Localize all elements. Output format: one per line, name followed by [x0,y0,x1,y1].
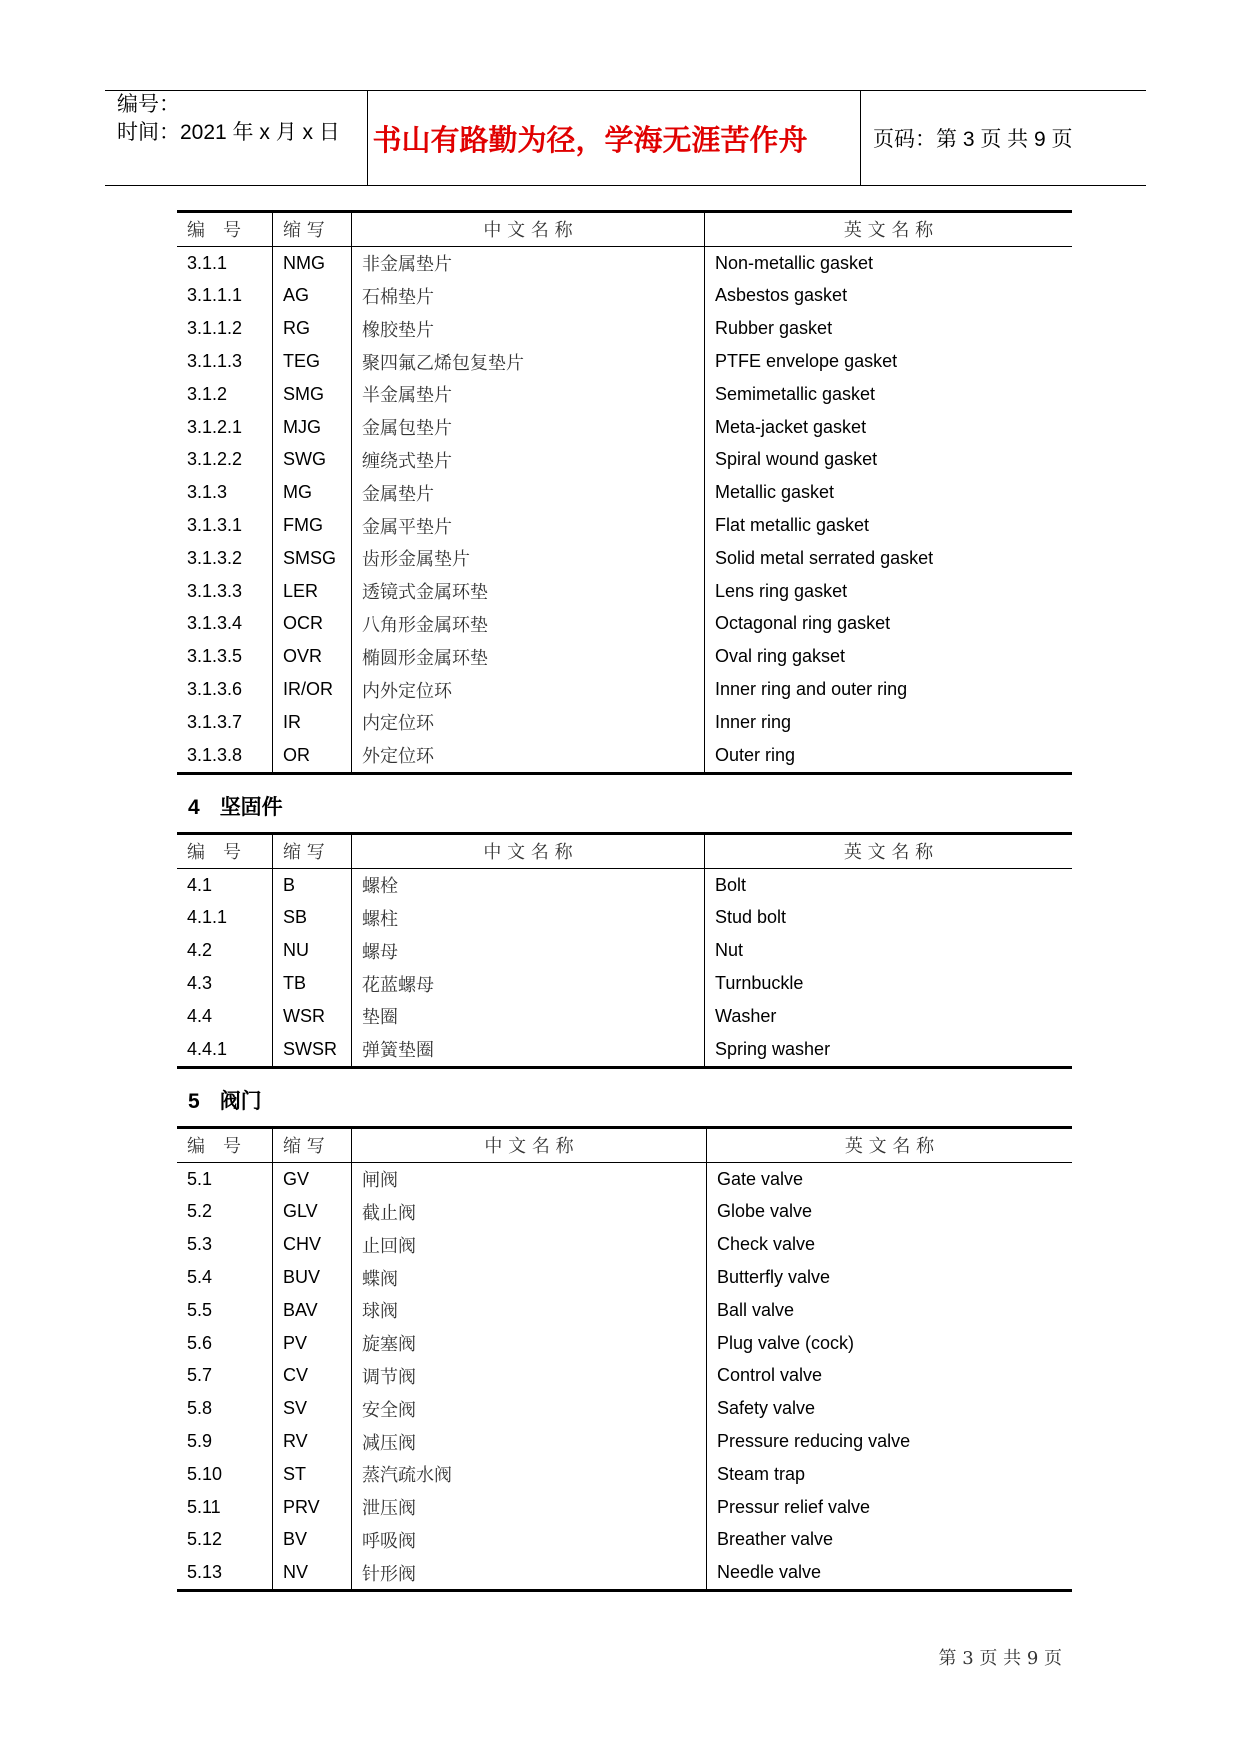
term-chinese: 橡胶垫片 [352,312,705,345]
term-number: 3.1.3.6 [177,673,273,706]
time-label: 时间：2021 年 x 月 x 日 [117,121,340,144]
term-chinese: 齿形金属垫片 [352,542,705,575]
term-english: Plug valve (cock) [717,1332,855,1353]
table-row [177,868,1072,901]
term-abbr: SWG [273,444,352,477]
section-number: 5 [188,1090,200,1113]
header-meta [117,91,367,185]
term-abbr: IR/OR [273,673,352,706]
table-row [177,1033,1072,1067]
table-row [177,1327,1072,1360]
terms-table-gaskets [177,210,1072,775]
table-header-row [177,834,1072,869]
term-abbr: AG [273,280,352,313]
term-number: 3.1.1.1 [177,280,273,313]
term-chinese: 内定位环 [352,706,705,739]
term-number: 3.1.2.2 [177,444,273,477]
term-english: Steam trap [717,1463,806,1484]
term-chinese: 安全阀 [352,1392,707,1425]
term-english: Octagonal ring gasket [715,613,891,634]
term-abbr: TB [273,967,352,1000]
table-row [177,1491,1072,1524]
term-chinese: 球阀 [352,1294,707,1327]
term-chinese: 内外定位环 [352,673,705,706]
term-abbr: CHV [273,1228,352,1261]
term-chinese: 半金属垫片 [352,378,705,411]
term-number: 5.11 [177,1491,273,1524]
term-chinese: 闸阀 [352,1162,707,1195]
term-chinese: 椭圆形金属环垫 [352,640,705,673]
terms-table-fasteners [177,832,1072,1069]
term-abbr: ST [273,1458,352,1491]
term-chinese: 截止阀 [352,1196,707,1229]
term-english: Washer [715,1005,777,1026]
term-chinese: 蝶阀 [352,1261,707,1294]
term-abbr: CV [273,1360,352,1393]
term-abbr: PRV [273,1491,352,1524]
term-number: 5.12 [177,1524,273,1557]
term-number: 3.1.3.2 [177,542,273,575]
col-number: 编 号 [177,834,273,869]
table-row [177,1294,1072,1327]
term-chinese: 非金属垫片 [352,246,705,279]
term-chinese: 螺母 [352,934,705,967]
table-row [177,1458,1072,1491]
term-english: Spring washer [715,1038,831,1059]
term-chinese: 蒸汽疏水阀 [352,1458,707,1491]
term-abbr: SMSG [273,542,352,575]
term-number: 5.13 [177,1556,273,1590]
term-number: 4.4 [177,1000,273,1033]
term-chinese: 旋塞阀 [352,1327,707,1360]
table-row [177,934,1072,967]
table-row [177,312,1072,345]
term-number: 3.1.2.1 [177,411,273,444]
term-english: Bolt [715,874,747,895]
table-row [177,444,1072,477]
table-row [177,1261,1072,1294]
term-number: 5.10 [177,1458,273,1491]
term-abbr: IR [273,706,352,739]
term-chinese: 针形阀 [352,1556,707,1590]
term-abbr: OVR [273,640,352,673]
term-abbr: BV [273,1524,352,1557]
term-abbr: WSR [273,1000,352,1033]
term-english: Non-metallic gasket [715,252,874,273]
table-row [177,967,1072,1000]
term-chinese: 透镜式金属环垫 [352,575,705,608]
term-english: Solid metal serrated gasket [715,547,934,568]
term-english: Inner ring and outer ring [715,679,908,700]
term-english: Semimetallic gasket [715,383,876,404]
term-abbr: SV [273,1392,352,1425]
term-english: Outer ring [715,744,796,765]
term-abbr: FMG [273,509,352,542]
term-english: Ball valve [717,1299,795,1320]
term-english: Stud bolt [715,907,787,928]
term-english: Globe valve [717,1201,813,1222]
table-row [177,476,1072,509]
term-english: Butterfly valve [717,1267,831,1288]
term-number: 5.2 [177,1196,273,1229]
term-english: Control valve [717,1365,823,1386]
term-number: 5.5 [177,1294,273,1327]
term-number: 5.6 [177,1327,273,1360]
table-row [177,542,1072,575]
page-header [105,90,1146,186]
term-abbr: RV [273,1425,352,1458]
section-number: 4 [188,796,200,819]
table-row [177,411,1072,444]
term-number: 3.1.3.5 [177,640,273,673]
term-chinese: 外定位环 [352,739,705,773]
col-english: 英 文 名 称 [705,834,1073,869]
table-row [177,1524,1072,1557]
term-number: 5.9 [177,1425,273,1458]
term-english: Needle valve [717,1562,822,1583]
header-divider [860,91,861,185]
term-chinese: 缠绕式垫片 [352,444,705,477]
term-number: 3.1.3.8 [177,739,273,773]
term-abbr: RG [273,312,352,345]
term-chinese: 垫圈 [352,1000,705,1033]
col-abbr: 缩 写 [273,212,352,247]
term-chinese: 减压阀 [352,1425,707,1458]
term-number: 4.1.1 [177,902,273,935]
term-abbr: SWSR [273,1033,352,1067]
term-number: 5.4 [177,1261,273,1294]
col-chinese: 中 文 名 称 [352,1128,707,1163]
term-english: Safety valve [717,1398,816,1419]
term-abbr: PV [273,1327,352,1360]
term-number: 3.1.1.3 [177,345,273,378]
table-row [177,1360,1072,1393]
term-abbr: GLV [273,1196,352,1229]
section-title-fasteners [188,791,283,821]
term-abbr: OR [273,739,352,773]
term-number: 5.8 [177,1392,273,1425]
term-english: Oval ring gakset [715,646,846,667]
table-row [177,1556,1072,1590]
header-page-number: 页码：第 3 页 共 9 页 [873,128,1073,151]
table-row [177,280,1072,313]
header-divider [367,91,368,185]
table-header-row [177,1128,1072,1163]
term-number: 5.3 [177,1228,273,1261]
table-row [177,1392,1072,1425]
term-english: Asbestos gasket [715,285,848,306]
term-english: Inner ring [715,711,792,732]
section-title-valves [188,1085,262,1115]
term-english: Lens ring gasket [715,580,848,601]
table-row [177,673,1072,706]
table-row [177,345,1072,378]
term-chinese: 呼吸阀 [352,1524,707,1557]
col-abbr: 缩 写 [273,1128,352,1163]
term-chinese: 弹簧垫圈 [352,1033,705,1067]
col-chinese: 中 文 名 称 [352,212,705,247]
col-abbr: 缩 写 [273,834,352,869]
term-number: 3.1.3.1 [177,509,273,542]
header-motto: 书山有路勤为径，学海无涯苦作舟 [372,122,808,157]
term-abbr: MG [273,476,352,509]
col-english: 英 文 名 称 [705,212,1073,247]
table-row [177,1162,1072,1195]
col-number: 编 号 [177,1128,273,1163]
term-english: Rubber gasket [715,318,833,339]
table-row [177,246,1072,279]
term-abbr: NV [273,1556,352,1590]
table-row [177,575,1072,608]
term-number: 3.1.3.4 [177,608,273,641]
term-number: 4.2 [177,934,273,967]
term-number: 5.1 [177,1162,273,1195]
term-chinese: 金属平垫片 [352,509,705,542]
term-chinese: 金属垫片 [352,476,705,509]
table-row [177,1425,1072,1458]
term-english: Gate valve [717,1168,804,1189]
term-english: Metallic gasket [715,482,835,503]
table-row [177,509,1072,542]
term-abbr: MJG [273,411,352,444]
term-number: 4.4.1 [177,1033,273,1067]
term-abbr: SMG [273,378,352,411]
term-number: 3.1.1 [177,246,273,279]
term-number: 3.1.2 [177,378,273,411]
term-chinese: 八角形金属环垫 [352,608,705,641]
term-abbr: LER [273,575,352,608]
term-chinese: 石棉垫片 [352,280,705,313]
col-chinese: 中 文 名 称 [352,834,705,869]
term-abbr: BAV [273,1294,352,1327]
term-english: Nut [715,940,744,961]
col-number: 编 号 [177,212,273,247]
term-abbr: GV [273,1162,352,1195]
term-english: Pressur relief valve [717,1496,871,1517]
table-header-row [177,212,1072,247]
col-english: 英 文 名 称 [707,1128,1073,1163]
term-abbr: NU [273,934,352,967]
term-abbr: TEG [273,345,352,378]
term-chinese: 聚四氟乙烯包复垫片 [352,345,705,378]
term-abbr: NMG [273,246,352,279]
page-footer: 第 3 页 共 9 页 [938,1648,1062,1669]
table-row [177,378,1072,411]
term-number: 5.7 [177,1360,273,1393]
term-number: 3.1.3 [177,476,273,509]
term-abbr: OCR [273,608,352,641]
terms-table-valves [177,1126,1072,1592]
serial-label: 编号： [117,93,180,116]
term-english: Breather valve [717,1529,834,1550]
term-chinese: 泄压阀 [352,1491,707,1524]
table-row [177,640,1072,673]
term-english: Spiral wound gasket [715,449,878,470]
term-chinese: 止回阀 [352,1228,707,1261]
term-number: 3.1.1.2 [177,312,273,345]
term-chinese: 花蓝螺母 [352,967,705,1000]
table-row [177,706,1072,739]
term-chinese: 螺柱 [352,902,705,935]
term-english: Check valve [717,1234,816,1255]
table-row [177,902,1072,935]
term-chinese: 螺栓 [352,868,705,901]
section-name: 坚固件 [219,796,283,819]
table-row [177,608,1072,641]
table-row [177,1000,1072,1033]
term-abbr: BUV [273,1261,352,1294]
term-english: Pressure reducing valve [717,1431,911,1452]
table-row [177,1228,1072,1261]
term-english: Meta-jacket gasket [715,416,867,437]
table-row [177,1196,1072,1229]
term-chinese: 调节阀 [352,1360,707,1393]
section-name: 阀门 [219,1090,262,1113]
term-number: 4.3 [177,967,273,1000]
term-english: Turnbuckle [715,973,804,994]
term-english: PTFE envelope gasket [715,351,898,372]
term-english: Flat metallic gasket [715,515,870,536]
term-number: 3.1.3.3 [177,575,273,608]
term-chinese: 金属包垫片 [352,411,705,444]
term-abbr: SB [273,902,352,935]
term-abbr: B [273,868,352,901]
term-number: 3.1.3.7 [177,706,273,739]
term-number: 4.1 [177,868,273,901]
table-row [177,739,1072,773]
